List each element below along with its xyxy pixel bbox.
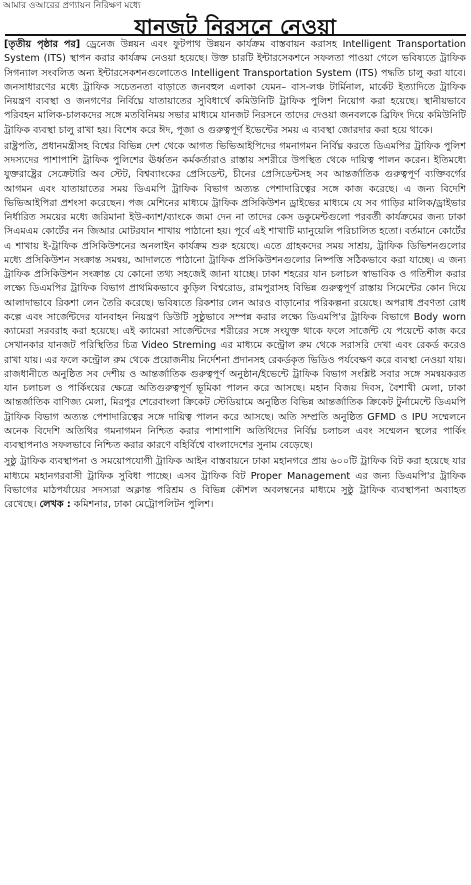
author-text: কমিশনার, ঢাকা মেট্রোপলিটন পুলিশ। bbox=[73, 499, 214, 510]
paragraph-1 bbox=[4, 38, 466, 138]
paragraph-2: রাষ্ট্রপতি, প্রধানমন্ত্রীসহ বিশ্বের বিভিন্ন দেশ থেকে আগত ভিভিআইপিদের গমনাগমন নির্বিঘ্ন করতে ডিএমপির ট্রাফিক পুলিশ সদস্যদের পাশাপাশি ট্রাফিক পুলিশের ঊর্ধ্বতন কর্মকর্তারাও রাস্তায় সশরীরে উপস্থিত থেকে দায়িত্ব পালন করেন। ইতিমধ্যে যুক্তরাষ্ট্রের সেক্রেটারি অব স্টেট, বিশ্বব্যাংকের প্রেসিডেন্ট, চীনের প্রেসিডেন্টসহ সব আন্তর্জাতিক গুরুত্বপূর্ণ ব্যক্তিবর্গের আগমন এবং যাতায়াতের সময় ডিএমপি ট্রাফিক বিভাগ অত্যন্ত পেশাদারিত্বের সঙ্গে কাজ করেছে। এ জন্য বিদেশি ভিভিআইপিরা প্রশংসা করেছেন। পজ মেশিনের মাধ্যমে ট্রাফিক প্রসিকিউশন ড্রাইভের মাধ্যমে যে সব গাড়ির মালিক/ড্রাইভার নির্ধারিত সময়ের মধ্যে জরিমানা ইউ-ক্যাশ/ব্যাংকে জমা দেন না তাদের কেস ডকুমেন্টগুলো পরবর্তী কার্যক্রমের জন্য ঢাকা সিএমএম কোর্টের নন জিআর মোটরযান শাখায় পাঠানো হয়। পূর্বে এই শাখাটি ম্যানুয়েলি পরিচালিত হতো। বর্তমানে কোর্টের এ শাখায় ই-ট্রাফিক প্রসিকিউশনের অনলাইন কার্যক্রম শুরু হয়েছে। এতে গ্রাহকদের সময় সাশ্রয়, ট্রাফিক ডিভিশনগুলোর মধ্যে প্রসিকিউশন সংক্রান্ত সমন্বয়, আদালতে পাঠানো ট্রাফিক প্রসিকিউশনগুলোর নিষ্পত্তি সঠিকভাবে করা যাচ্ছে। এ জন্য ট্রাফিক প্রসিকিউশন সংক্রান্ত যে কোনো তথ্য সহজেই জানা যাচ্ছে। ঢাকা শহরের যান চলাচল স্বাভাবিক ও গতিশীল করার লক্ষ্যে ডিএমপির ট্রাফিক বিভাগ প্রাথমিকভাবে কুড়িল বিশ্বরোড, রামপুরাসহ বিভিন্ন গুরুত্বপূর্ণ রাস্তায় সিমেন্টের কোন দিয়ে আলাদাভাবে রিকশা লেন তৈরি করেছে। ভবিষ্যতে রিকশার লেন আরও বাড়ানোর পরিকল্পনা রয়েছে। অপরাধ প্রবণতা রোধ কল্পে এবং সার্জেন্টদের যানবাহন নিয়ন্ত্রণ ডিউটি সুষ্ঠুভাবে সম্পন্ন করার লক্ষ্যে ডিএমপি'র ট্রাফিক বিভাগে Body worn ক্যামেরা সরবরাহ করা হয়েছে। এই ক্যামেরা সার্জেন্টদের শরীরের সঙ্গে সংযুক্ত থাকে ফলে সার্জেন্ট যে পয়েন্টে কাজ করে সেখানকার যানজট পরিস্থিতির চিত্র Video Streming এর মাধ্যমে কন্ট্রোল রুম থেকে সরাসরি দেখা এবং রেকর্ড করেও রাখা যায়। এর ফলে কন্ট্রোল রুম থেকে প্রয়োজনীয় নির্দেশনা প্রদানসহ রেকর্ডকৃত ভিডিও পর্যবেক্ষণ করে ব্যবস্থা নেওয়া যায়। রাজধানীতে অনুষ্ঠিত সব দেশীয় ও আন্তর্জাতিক গুরুত্বপূর্ণ অনুষ্ঠান/ইভেন্টে ট্রাফিক বিভাগ সংশ্লিষ্ট সবার সঙ্গে সমন্বয়করত যান চলাচল ও পার্কিংয়ের ক্ষেত্রে অতিগুরুত্বপূর্ণ ভূমিকা পালন করে আসছে। মহান বিজয় দিবস, বৈশাখী মেলা, ঢাকা আন্তর্জাতিক বাণিজ্য মেলা, মিরপুর শেরেবাংলা ক্রিকেট স্টেডিয়ামে অনুষ্ঠিত বিভিন্ন আন্তর্জাতিক ক্রিকেট টুর্নামেন্টে ডিএমপি ট্রাফিক বিভাগ অত্যন্ত পেশাদারিত্বের সঙ্গে দায়িত্ব পালন করে আসছে। অতি সম্প্রতি অনুষ্ঠিত GFMD ও IPU সম্মেলনে অনেক বিদেশি অতিথির গমনাগমন নিশ্চিত করার পাশাপাশি অতিথিদের নির্বিঘ্ন চলাচল এবং সম্মেলন স্থলের পার্কিং ব্যবস্থাপনাও সফলভাবে নিশ্চিত করার কারণে বহির্বিশ্বে বাংলাদেশের সুনাম বেড়েছে। bbox=[4, 140, 466, 451]
headline-divider bbox=[5, 34, 466, 36]
author-label: লেখক : bbox=[39, 499, 71, 510]
paragraph-3-text: সুষ্ঠু ট্রাফিক ব্যবস্থাপনা ও সময়োপযোগী ট্রাফিক আইন বাস্তবায়নে ঢাকা মহানগরে প্রায় ৬০০টি ট্রাফিক বিট করা হয়েছে যার মাধ্যমে মহানগরবাসী ট্রাফিক সুবিধা পাচ্ছে। এসব ট্রাফিক বিট Proper Management এর জন্য ডিএমপি'র ট্রাফিক বিভাগের মাঠপর্যায়ের সদস্যরা অক্লান্ত পরিশ্রম ও বিভিন্ন কৌশল অবলম্বনের মাধ্যমে সুষ্ঠু ট্রাফিক ব্যবস্থাপনা অব্যাহত রেখেছে। bbox=[4, 456, 466, 510]
article-headline: যানজট নিরসনে নেওয়া bbox=[134, 15, 337, 39]
article-body bbox=[4, 38, 466, 880]
continued-from-label: [তৃতীয় পৃষ্ঠার পর] bbox=[4, 39, 81, 50]
paragraph-3 bbox=[4, 455, 466, 512]
previous-article-fragment: আমার ওআরের প্রণ্যায়ন নিরিক্ষণ মধ্যে bbox=[3, 1, 141, 11]
paragraph-1-text: ড্রেনেজ উন্নয়ন এবং ফুটপাথ উন্নয়ন কার্যক্রম বাস্তবায়ন করাসহ Intelligent Transportation System (ITS) স্থাপন করার কার্যক্রম নেওয়া হয়েছে। উক্ত চারটি ইন্টারসেকশনে সফলতা পাওয়া গেলে ভবিষ্যতে ট্রাফিক সিগন্যাল সংবলিত অন্য ইন্টারসেকশনগুলোতেও Intelligent Transportation System (ITS) পদ্ধতি চালু করা যাবে। জনসাধারণের মধ্যে ট্রাফিক সচেতনতা বাড়াতে জনবহুল এলাকা যেমন– বাস-লঞ্চ টার্মিনাল, মার্কেট ইত্যাদিতে ট্রাফিক নিয়ন্ত্রণ ব্যবস্থা ও জনগণের নির্বিঘ্নে যাতায়াতের সুবিধার্থে কমিউনিটি ট্রাফিক পুলিশ নিয়োগ করা হয়েছে। স্থানীয়ভাবে পরিবহন মালিক-চালকদের সঙ্গে মতবিনিময় সভার মাধ্যমে যানজট নিরসনে তাদের দেওয়া জনবলকে ব্রিফিং দিয়ে কমিউনিটি ট্রাফিক ব্যবস্থা চালু রাখা হয়। বিশেষ করে ঈদ, পূজা ও গুরুত্বপূর্ণ ইভেন্টের সময় এ ব্যবস্থা জোরদার করা হয়ে থাকে। bbox=[4, 39, 466, 136]
